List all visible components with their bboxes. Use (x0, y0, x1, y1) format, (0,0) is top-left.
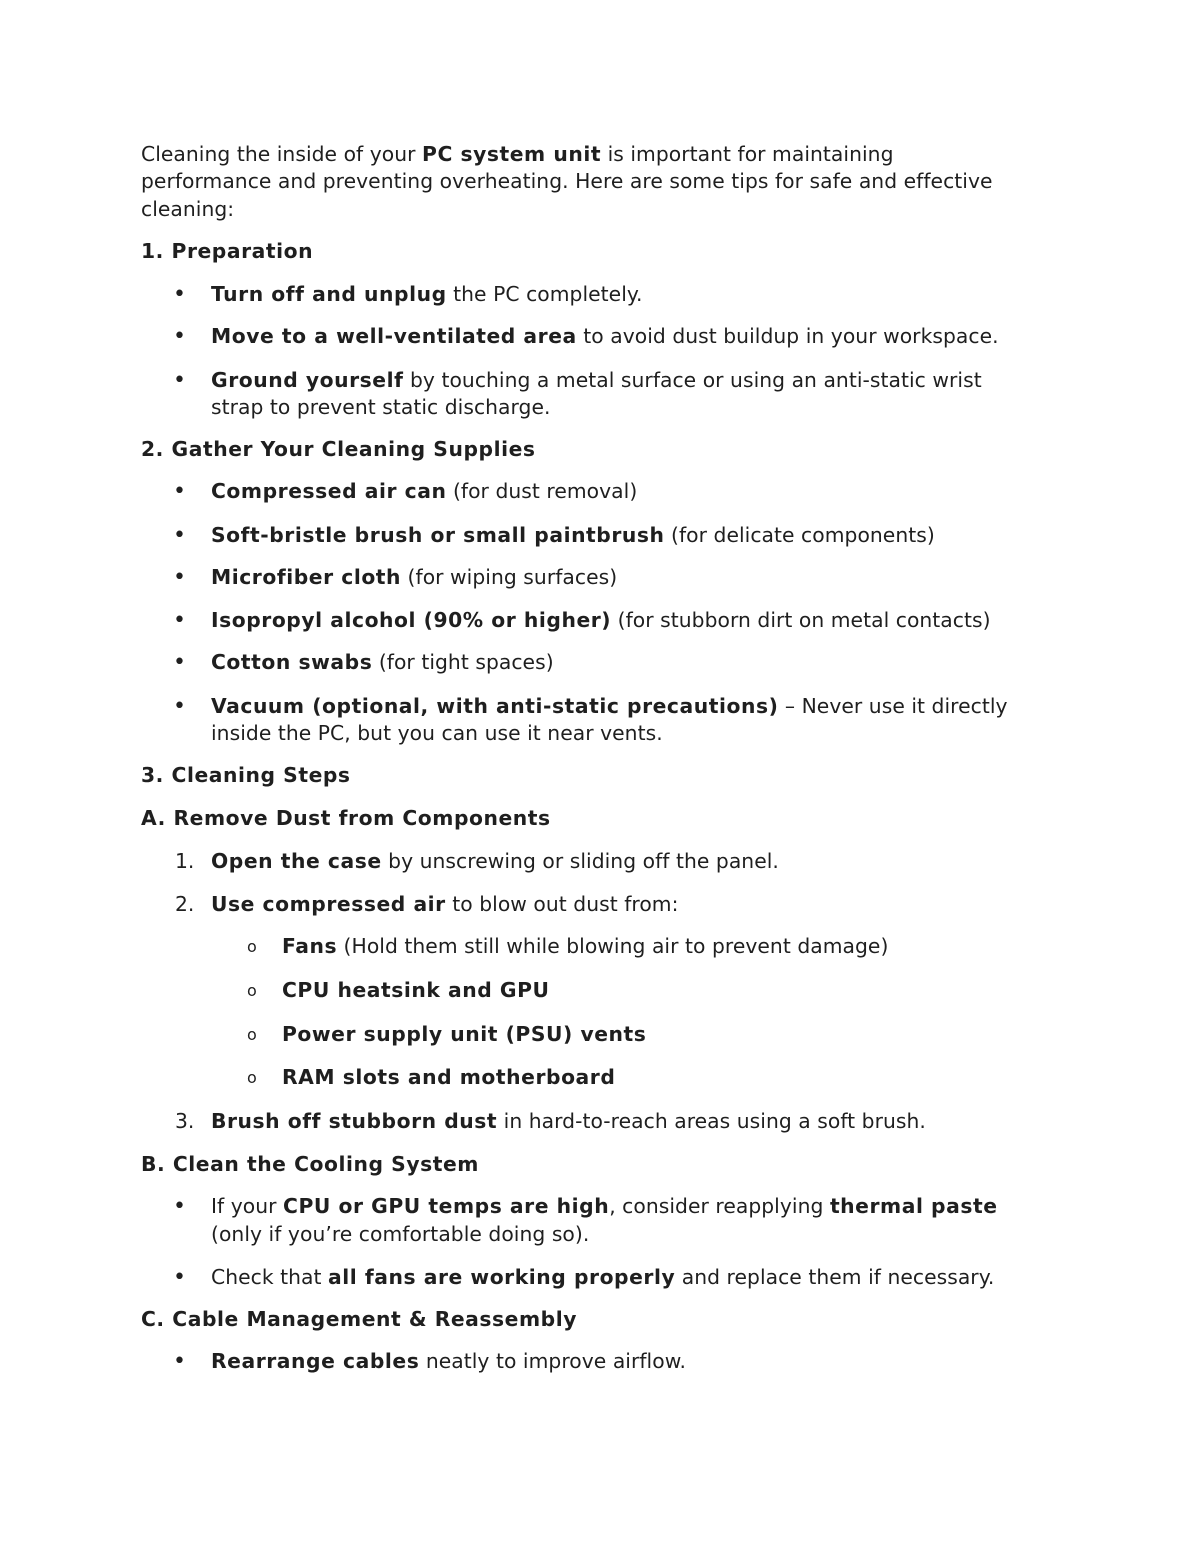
bullet-icon: • (173, 1265, 186, 1290)
bold-text: Rearrange cables (211, 1349, 420, 1373)
sub-bullet-icon: o (247, 1068, 257, 1087)
list-item-line (211, 478, 1131, 505)
list-item-line (282, 1021, 1200, 1048)
list-item-line (211, 720, 1131, 747)
text: is important for maintaining (601, 142, 894, 166)
section-heading: B. Clean the Cooling System (141, 1152, 479, 1176)
bullet-icon: • (173, 523, 186, 548)
list-item-line (211, 394, 1131, 421)
bullet-icon: • (173, 479, 186, 504)
bold-text: PC system unit (422, 142, 602, 166)
sub-bullet-icon: o (247, 937, 257, 956)
bullet-icon: • (173, 282, 186, 307)
bold-text: Isopropyl alcohol (90% or higher) (211, 608, 612, 632)
bullet-icon: • (173, 1349, 186, 1374)
list-item-line (282, 977, 1200, 1004)
bold-text: CPU heatsink and GPU (282, 978, 550, 1002)
text: performance and preventing overheating. Here are some tips for safe and effective (141, 169, 993, 193)
list-item-line (282, 1064, 1200, 1091)
bold-text: Power supply unit (PSU) vents (282, 1022, 647, 1046)
paragraph-line (141, 196, 1061, 223)
text: If your (211, 1194, 284, 1218)
text: (for dust removal) (446, 479, 638, 503)
bold-text: Turn off and unplug (211, 282, 447, 306)
text: inside the PC, but you can use it near vents. (211, 721, 663, 745)
text: Cleaning the inside of your (141, 142, 423, 166)
list-item-line (211, 1348, 1131, 1375)
bullet-icon: • (173, 1194, 186, 1219)
bullet-icon: • (173, 650, 186, 675)
bold-text: thermal paste (829, 1194, 998, 1218)
bold-text: Brush off stubborn dust (211, 1109, 498, 1133)
section-heading: C. Cable Management & Reassembly (141, 1307, 577, 1331)
text: by unscrewing or sliding off the panel. (381, 849, 779, 873)
list-item-line (211, 522, 1131, 549)
bold-text: Microfiber cloth (211, 565, 402, 589)
sub-bullet-icon: o (247, 1025, 257, 1044)
text: , consider reapplying (609, 1194, 830, 1218)
section-heading: A. Remove Dust from Components (141, 806, 551, 830)
list-item-line (211, 649, 1131, 676)
list-item-line (211, 607, 1131, 634)
list-item-line (211, 848, 1131, 875)
bold-text: Vacuum (optional, with anti-static precautions) (211, 694, 779, 718)
bold-text: CPU or GPU temps are high (283, 1194, 610, 1218)
text: in hard-to-reach areas using a soft brush. (497, 1109, 926, 1133)
list-item-line (211, 564, 1131, 591)
list-number: 3. (175, 1109, 195, 1133)
text: by touching a metal surface or using an anti-static wrist (403, 368, 982, 392)
text: (for stubborn dirt on metal contacts) (611, 608, 991, 632)
text: and replace them if necessary. (675, 1265, 995, 1289)
list-item-line (211, 281, 1131, 308)
bold-text: Fans (282, 934, 338, 958)
bold-text: Soft-bristle brush or small paintbrush (211, 523, 665, 547)
text: – Never use it directly (778, 694, 1008, 718)
text: (for delicate components) (664, 523, 935, 547)
text: strap to prevent static discharge. (211, 395, 551, 419)
list-item-line (211, 891, 1131, 918)
list-item-line (211, 1193, 1131, 1220)
text: (for wiping surfaces) (401, 565, 618, 589)
text: (for tight spaces) (372, 650, 554, 674)
section-heading: 2. Gather Your Cleaning Supplies (141, 437, 536, 461)
bold-text: Open the case (211, 849, 382, 873)
list-item-line (211, 367, 1131, 394)
bold-text: Ground yourself (211, 368, 404, 392)
text: to blow out dust from: (445, 892, 679, 916)
sub-bullet-icon: o (247, 981, 257, 1000)
text: neatly to improve airflow. (419, 1349, 686, 1373)
section-heading: 1. Preparation (141, 239, 314, 263)
bold-text: Move to a well-ventilated area (211, 324, 577, 348)
list-item-line (211, 1221, 1131, 1248)
bold-text: all fans are working properly (328, 1265, 676, 1289)
list-number: 2. (175, 892, 195, 916)
list-item-line (282, 933, 1200, 960)
text: cleaning: (141, 197, 235, 221)
bold-text: RAM slots and motherboard (282, 1065, 616, 1089)
text: the PC completely. (446, 282, 643, 306)
text: (Hold them still while blowing air to prevent damage) (337, 934, 889, 958)
bullet-icon: • (173, 694, 186, 719)
text: (only if you’re comfortable doing so). (211, 1222, 590, 1246)
text: Check that (211, 1265, 329, 1289)
bold-text: Compressed air can (211, 479, 447, 503)
list-number: 1. (175, 849, 195, 873)
paragraph-line (141, 168, 1061, 195)
list-item-line (211, 1108, 1131, 1135)
bold-text: Cotton swabs (211, 650, 373, 674)
section-heading: 3. Cleaning Steps (141, 763, 351, 787)
list-item-line (211, 1264, 1131, 1291)
list-item-line (211, 693, 1131, 720)
bullet-icon: • (173, 368, 186, 393)
text: to avoid dust buildup in your workspace. (576, 324, 999, 348)
list-item-line (211, 323, 1131, 350)
bullet-icon: • (173, 608, 186, 633)
bullet-icon: • (173, 565, 186, 590)
bold-text: Use compressed air (211, 892, 446, 916)
paragraph-line (141, 141, 1061, 168)
bullet-icon: • (173, 324, 186, 349)
